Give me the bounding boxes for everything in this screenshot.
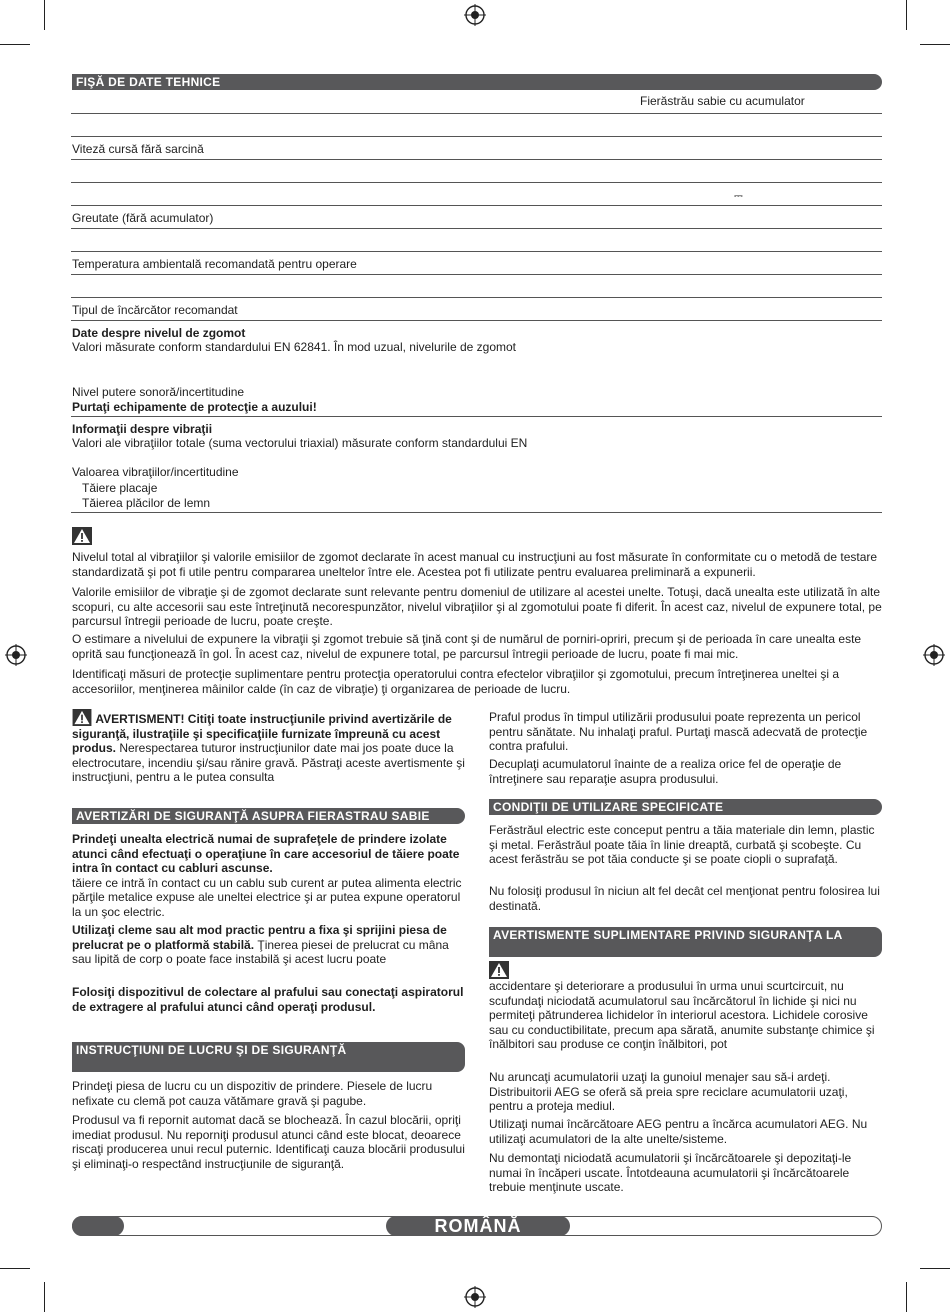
divider bbox=[71, 182, 882, 183]
battery-safety-header: AVERTISMENTE SUPLIMENTARE PRIVIND SIGURANŢA LA bbox=[489, 927, 882, 957]
safety-item bbox=[72, 832, 466, 919]
noise-power-label: Nivel putere sonoră/incertitudine bbox=[72, 385, 245, 399]
divider bbox=[71, 136, 882, 137]
usage-conditions-header: CONDIŢII DE UTILIZARE SPECIFICATE bbox=[489, 799, 882, 815]
battery-disposal: Nu aruncaţi acumulatorii uzaţi la gunoiul menajer sau să-i ardeţi. Distribuitorii AEG se oferă să preia spre reciclare acumulatorii uzaţi, pentru a proteja mediul. bbox=[489, 1070, 848, 1113]
saw-safety-header: AVERTIZĂRI DE SIGURANŢĂ ASUPRA FIERASTRAU SABIE bbox=[72, 808, 465, 824]
divider bbox=[71, 512, 882, 513]
warning-icon bbox=[72, 709, 92, 726]
crop-mark bbox=[44, 1282, 45, 1312]
crop-mark bbox=[906, 1282, 907, 1312]
divider bbox=[71, 159, 882, 160]
divider bbox=[71, 416, 882, 417]
crop-mark bbox=[0, 44, 30, 45]
divider bbox=[71, 297, 882, 298]
hearing-protection-note: Purtaţi echipamente de protecţie a auzului! bbox=[72, 400, 317, 414]
spec-weight-label: Greutate (fără acumulator) bbox=[72, 211, 214, 225]
vibration-item: Tăiere placaje bbox=[82, 481, 158, 495]
safety-item-text: tăiere ce intră în contact cu un cablu sub curent ar putea alimenta electric părţile metalice expuse ale uneltei electrice şi ar putea expune operatorul la un şoc electric. bbox=[72, 875, 462, 919]
safety-item-bold: Utilizaţi cleme sau alt mod practic pentru a fixa şi sprijini piesa de prelucrat pe o platformă stabilă. bbox=[72, 923, 447, 952]
work-instruction: Prindeţi piesa de lucru cu un dispozitiv de prindere. Piesele de lucru nefixate cu clemă pot cauza vătămare gravă şi pagube. bbox=[72, 1079, 433, 1108]
notice-paragraph: Nivelul total al vibraţiilor şi valorile emisiilor de zgomot declarate în acest manual cu instrucţiuni au fost măsurate în conformitate cu o metodă de testare standardizată şi pot fi utile pentru compararea uneltelor între ele. Acestea pot fi utilizate pentru evaluarea preliminară a expunerii. bbox=[72, 550, 878, 579]
general-warning-text: Nerespectarea tuturor instrucţiunilor date mai jos poate duce la electrocutare, incendiu şi/sau rănire gravă. Păstraţi aceste avertismente şi instrucţiuni, pentru a le putea consulta bbox=[72, 741, 465, 784]
vibration-title: Informaţii despre vibraţii bbox=[72, 422, 213, 436]
registration-mark-icon bbox=[5, 644, 27, 666]
battery-disconnect-note: Decuplaţi acumulatorul înainte de a realiza orice fel de operaţie de întreţinere sau reparaţie asupra produsului. bbox=[489, 757, 842, 786]
crop-mark bbox=[920, 1268, 950, 1269]
notice-paragraph: Valorile emisiilor de vibraţie şi de zgomot declarate sunt relevante pentru domeniul de utilizare al acestei unelte. Totuşi, dacă unealta este utilizată în alte scopuri, cu alte accesorii sau este întreţinută necorespunzător, nivelul vibraţiilor şi al zgomotului poate fi diferit. În acest caz, nivelul de expunere total, pe parcursul întregii perioade de lucru, poate creşte. bbox=[72, 585, 882, 628]
usage-text: Ferăstrăul electric este conceput pentru a tăia materiale din lemn, plastic şi metal. Ferăstrăul poate tăia în linie dreaptă, curbată şi scobeşte. Cu acest ferăstrău se pot tăia conducte şi se poate ciopli o suprafaţă. bbox=[489, 823, 875, 866]
safety-item-bold: Prindeţi unealta electrică numai de suprafeţele de prindere izolate atunci când efectuaţi o operaţiune în care accesoriul de tăiere poate intra în contact cu cabluri ascunse. bbox=[72, 832, 460, 875]
spec-temp-label: Temperatura ambientală recomandată pentru operare bbox=[72, 257, 357, 271]
divider bbox=[71, 320, 882, 321]
registration-mark-icon bbox=[923, 644, 945, 666]
vibration-item: Tăierea plăcilor de lemn bbox=[82, 496, 211, 510]
divider bbox=[71, 228, 882, 229]
divider bbox=[71, 113, 882, 114]
warning-icon bbox=[489, 961, 509, 979]
crop-mark bbox=[920, 44, 950, 45]
work-instructions-header: INSTRUCŢIUNI DE LUCRU ŞI DE SIGURANŢĂ bbox=[72, 1042, 465, 1072]
footer-left-tab bbox=[72, 1216, 124, 1236]
divider bbox=[71, 205, 882, 206]
general-warning-bold: AVERTISMENT! Citiţi toate instrucţiunile privind avertizările de siguranţă, ilustraţiile şi specificaţiile furnizate împreună cu acest produs. bbox=[72, 712, 452, 755]
dc-symbol-icon: ⎓ bbox=[734, 190, 743, 202]
general-warning bbox=[72, 709, 466, 785]
spec-charger-label: Tipul de încărcător recomandat bbox=[72, 303, 238, 317]
divider bbox=[71, 251, 882, 252]
tech-data-header: FIŞĂ DE DATE TEHNICE bbox=[72, 74, 882, 90]
battery-charger-note: Utilizaţi numai încărcătoare AEG pentru a încărca acumulatori AEG. Nu utilizaţi acumulatori de la alte unelte/sisteme. bbox=[489, 1117, 868, 1146]
safety-item: Folosiţi dispozitivul de colectare al prafului sau conectaţi aspiratorul de extragere al prafului atunci când operaţi produsul. bbox=[72, 985, 464, 1014]
crop-mark bbox=[44, 0, 45, 30]
vibration-line: Valori ale vibraţiilor totale (suma vectorului triaxial) măsurate conform standardului EN bbox=[72, 436, 528, 450]
divider bbox=[71, 274, 882, 275]
crop-mark bbox=[906, 0, 907, 30]
work-instruction: Produsul va fi repornit automat dacă se blochează. În cazul blocării, opriţi imediat produsul. Nu reporniţi produsul atunci când este blocat, deoarece riscaţi producerea unui recul puternic. Identificaţi cauza blocării produsului şi eliminaţi-o respectând instrucţiunile de siguranţă. bbox=[72, 1113, 465, 1171]
registration-mark-icon bbox=[464, 4, 486, 26]
battery-storage-note: Nu demontaţi niciodată acumulatorii şi încărcătoarele şi depozitaţi-le numai în încăperi uscate. Întotdeauna acumulatorii şi încărcătoarele trebuie menţinute uscate. bbox=[489, 1151, 852, 1194]
notice-paragraph: Identificaţi măsuri de protecţie suplimentare pentru protecţia operatorului contra efectelor vibraţiilor şi zgomotului, precum întreţinerea uneltei şi a accesoriilor, menţinerea mâinilor calde (în caz de vibraţie) ţi organizarea de perioade de lucru. bbox=[72, 667, 840, 696]
safety-item-text: Ţinerea piesei de prelucrat cu mâna sau lipită de corp o poate face instabilă şi acest lucru poate bbox=[72, 937, 449, 966]
language-label: ROMÂNĂ bbox=[386, 1216, 570, 1236]
safety-item bbox=[72, 923, 466, 967]
noise-title: Date despre nivelul de zgomot bbox=[72, 326, 246, 340]
registration-mark-icon bbox=[464, 1286, 486, 1308]
battery-warning: accidentare şi deteriorare a produsului în urma unui scurtcircuit, nu scufundaţi niciodată acumulatorul sau încărcătorul în lichide şi nici nu permiteţi pătrunderea lichidelor în interiorul acestora. Lichidele corosive sau cu conductibilitate, precum apa sărată, anumite substanţe chimice şi înălbitori sau produse ce conţin înălbitori, pot bbox=[489, 979, 875, 1051]
usage-text: Nu folosiţi produsul în niciun alt fel decât cel menţionat pentru folosirea lui destinată. bbox=[489, 884, 880, 913]
crop-mark bbox=[0, 1268, 30, 1269]
notice-paragraph: O estimare a nivelului de expunere la vibraţii şi zgomot trebuie să ţină cont şi de numărul de porniri-opriri, precum şi de perioada în care unealta este oprită sau funcţionează în gol. În acest caz, nivelul de expunere total, pe parcursul întregii perioade de lucru, poate fi mai mic. bbox=[72, 632, 862, 661]
vibration-value-label: Valoarea vibraţiilor/incertitudine bbox=[72, 465, 239, 479]
noise-line: Valori măsurate conform standardului EN 62841. În mod uzual, nivelurile de zgomot bbox=[72, 340, 517, 354]
spec-speed-label: Viteză cursă fără sarcină bbox=[72, 142, 204, 156]
dust-warning: Praful produs în timpul utilizării produsului poate reprezenta un pericol pentru sănătate. Nu inhalaţi praful. Purtaţi mască adecvată de protecţie contra prafului. bbox=[489, 710, 868, 753]
product-name: Fierăstrău sabie cu acumulator bbox=[640, 94, 805, 108]
warning-icon bbox=[72, 527, 92, 545]
